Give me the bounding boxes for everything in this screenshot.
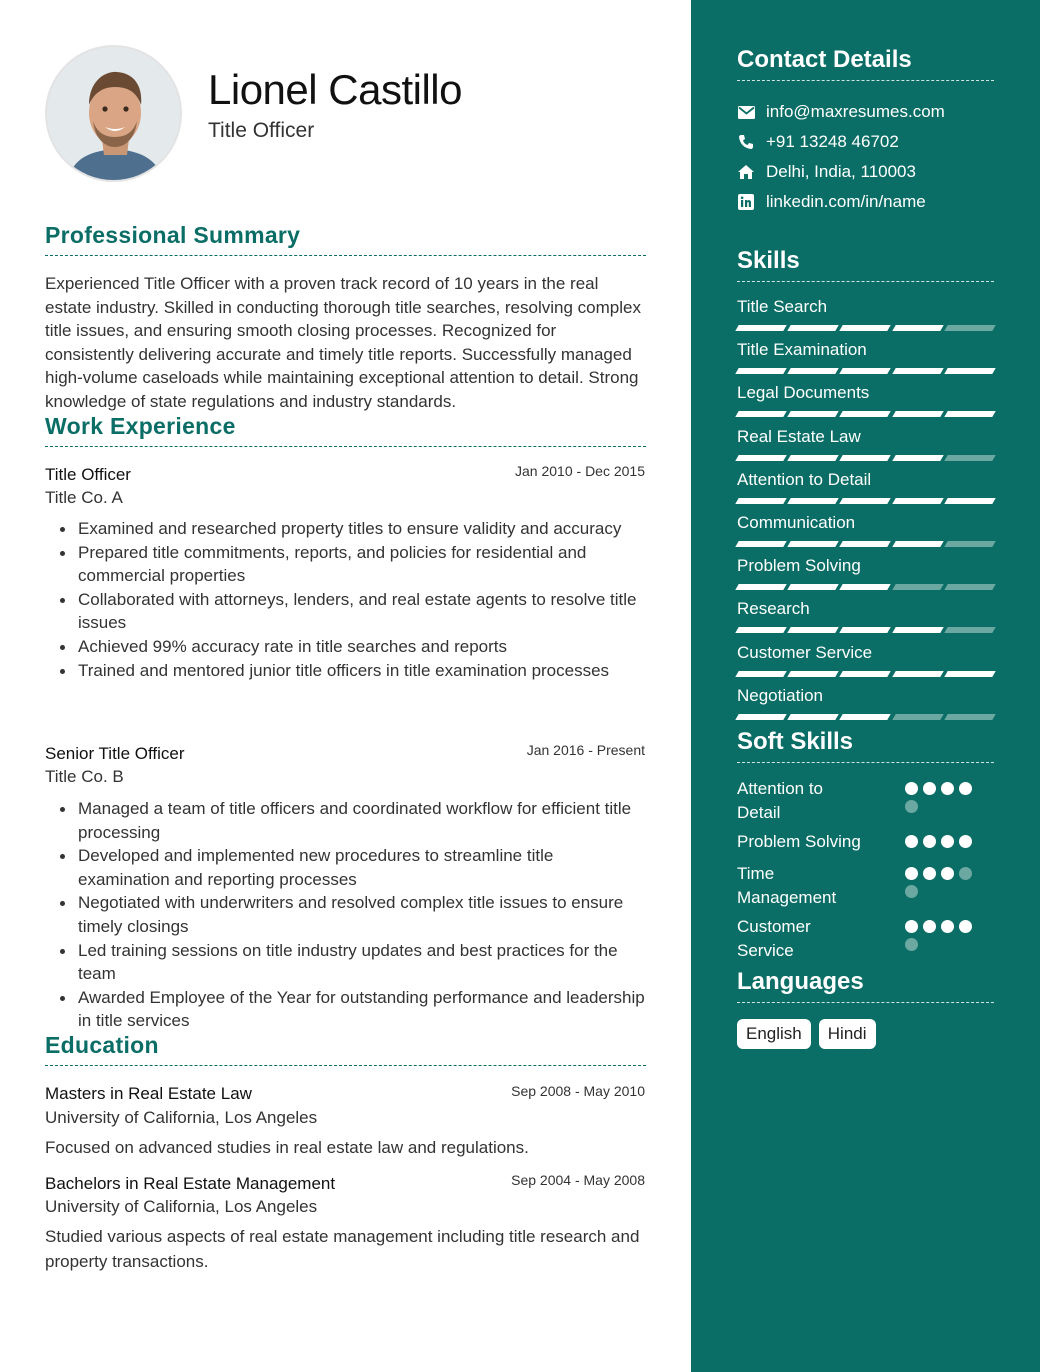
skill-level-segment: [735, 714, 787, 720]
degree-description: Studied various aspects of real estate management including title research and property transactions.: [45, 1227, 640, 1271]
job-bullet: Developed and implemented new procedures to streamline title examination and reporting processes: [45, 844, 645, 891]
skill-level-segment: [840, 671, 892, 677]
job-title: Title Officer: [45, 465, 131, 484]
skill-level-segment: [840, 455, 892, 461]
rating-dot: [923, 867, 936, 880]
job-bullet: Achieved 99% accuracy rate in title searches and reports: [45, 635, 645, 659]
degree-title: Bachelors in Real Estate Management: [45, 1174, 336, 1193]
envelope-icon: [737, 103, 755, 121]
job-bullet: Awarded Employee of the Year for outstanding performance and leadership in title services: [45, 986, 645, 1033]
skill-level-segment: [840, 714, 892, 720]
candidate-title: Title Officer: [208, 119, 315, 142]
degree-dates: Sep 2004 - May 2008: [511, 1172, 645, 1188]
skill-level-segment: [735, 627, 787, 633]
skill-level-bar: [737, 325, 994, 331]
skill-level-segment: [735, 325, 787, 331]
skill-level-bar: [737, 411, 994, 417]
rating-dot: [959, 867, 972, 880]
skill-level-segment: [944, 541, 996, 547]
contact-email[interactable]: [737, 100, 945, 124]
school-name: University of California, Los Angeles: [45, 1108, 318, 1127]
skill-level-segment: [944, 498, 996, 504]
candidate-name: Lionel Castillo: [208, 66, 462, 113]
skill-name: Attention to Detail: [737, 470, 872, 489]
language-tag: English: [737, 1019, 811, 1049]
soft-skill-rating: [905, 920, 979, 951]
skill-level-segment: [787, 498, 839, 504]
skill-level-segment: [892, 714, 944, 720]
soft-skill-rating: [905, 782, 979, 813]
job-dates: Jan 2016 - Present: [526, 742, 645, 758]
rating-dot: [905, 835, 918, 848]
skill-level-segment: [735, 584, 787, 590]
rating-dot: [941, 867, 954, 880]
summary-heading: Professional Summary: [45, 222, 646, 256]
skill-name: Title Examination: [737, 340, 867, 359]
soft-skill-rating: [905, 867, 979, 898]
rating-dot: [959, 920, 972, 933]
skill-level-segment: [944, 584, 996, 590]
skill-level-segment: [787, 541, 839, 547]
skill-level-bar: [737, 627, 994, 633]
job-company: Title Co. B: [45, 767, 124, 786]
rating-dot: [905, 885, 918, 898]
skill-level-bar: [737, 541, 994, 547]
skill-level-segment: [787, 325, 839, 331]
skill-level-segment: [944, 455, 996, 461]
contact-linkedin-text: linkedin.com/in/name: [766, 192, 926, 211]
skill-name: Real Estate Law: [737, 427, 861, 446]
skill-level-bar: [737, 584, 994, 590]
skill-level-segment: [735, 368, 787, 374]
rating-dot: [923, 782, 936, 795]
rating-dot: [923, 920, 936, 933]
skill-level-bar: [737, 714, 994, 720]
phone-icon: [737, 133, 755, 151]
skill-level-segment: [944, 325, 996, 331]
skill-level-segment: [944, 368, 996, 374]
rating-dot: [905, 867, 918, 880]
soft-skill-rating: [905, 835, 979, 848]
rating-dot: [905, 782, 918, 795]
soft-skill-name: Problem Solving: [737, 832, 861, 851]
job-bullet: Trained and mentored junior title officers in title examination processes: [45, 659, 645, 683]
skill-level-segment: [944, 714, 996, 720]
home-icon: [737, 163, 755, 181]
soft-skill-name: Customer Service: [737, 917, 811, 960]
education-heading: Education: [45, 1032, 646, 1066]
languages-heading: Languages: [737, 968, 994, 1003]
job-bullet: Prepared title commitments, reports, and policies for residential and commercial properties: [45, 541, 645, 588]
skill-level-segment: [944, 411, 996, 417]
rating-dot: [959, 835, 972, 848]
skill-level-segment: [787, 671, 839, 677]
skill-level-segment: [892, 455, 944, 461]
job-company: Title Co. A: [45, 488, 123, 507]
job-title: Senior Title Officer: [45, 744, 185, 763]
skill-name: Customer Service: [737, 643, 873, 662]
contact-linkedin[interactable]: [737, 190, 926, 214]
skill-name: Legal Documents: [737, 383, 870, 402]
skill-level-segment: [892, 411, 944, 417]
skill-name: Title Search: [737, 297, 828, 316]
skill-level-segment: [787, 411, 839, 417]
skill-level-segment: [892, 498, 944, 504]
language-tag: Hindi: [819, 1019, 876, 1049]
skill-name: Research: [737, 599, 810, 618]
skill-level-segment: [944, 671, 996, 677]
skill-level-segment: [892, 325, 944, 331]
soft-skill-name: Time Management: [737, 864, 837, 907]
job-bullet-list: [45, 797, 645, 1033]
job-bullet: Collaborated with attorneys, lenders, and real estate agents to resolve title issues: [45, 588, 645, 635]
linkedin-icon: [737, 193, 755, 211]
summary-text: Experienced Title Officer with a proven track record of 10 years in the real estate industry. Skilled in conducting thorough title searches, resolving complex title issues, and ensuring smooth closing processes. Recognized for consistently delivering accurate and timely title reports. Successfully managed high-volume caseloads while maintaining exceptional attention to detail. Strong knowledge of state regulations and industry standards.: [45, 274, 641, 411]
skill-level-segment: [787, 584, 839, 590]
skill-level-segment: [840, 368, 892, 374]
skill-level-segment: [787, 368, 839, 374]
skill-level-bar: [737, 498, 994, 504]
experience-heading: Work Experience: [45, 413, 646, 447]
skill-level-segment: [892, 368, 944, 374]
skill-level-segment: [840, 325, 892, 331]
skill-level-segment: [787, 627, 839, 633]
skill-level-segment: [840, 541, 892, 547]
job-dates: Jan 2010 - Dec 2015: [515, 463, 645, 479]
rating-dot: [941, 920, 954, 933]
skill-level-segment: [892, 541, 944, 547]
skills-heading: Skills: [737, 247, 994, 282]
job-bullet: Negotiated with underwriters and resolved complex title issues to ensure timely closings: [45, 891, 645, 938]
job-bullet: Managed a team of title officers and coordinated workflow for efficient title processing: [45, 797, 645, 844]
contact-address-text: Delhi, India, 110003: [766, 162, 916, 181]
rating-dot: [941, 782, 954, 795]
contact-heading: Contact Details: [737, 46, 994, 81]
skill-name: Communication: [737, 513, 856, 532]
skill-level-segment: [735, 671, 787, 677]
skill-level-segment: [840, 411, 892, 417]
rating-dot: [923, 835, 936, 848]
skill-level-segment: [840, 498, 892, 504]
skill-level-segment: [944, 627, 996, 633]
skill-level-bar: [737, 671, 994, 677]
degree-title: Masters in Real Estate Law: [45, 1084, 252, 1103]
contact-phone-text: +91 13248 46702: [766, 132, 899, 151]
skill-level-bar: [737, 368, 994, 374]
skill-level-segment: [735, 455, 787, 461]
rating-dot: [941, 835, 954, 848]
degree-dates: Sep 2008 - May 2010: [511, 1083, 645, 1099]
skill-level-bar: [737, 455, 994, 461]
degree-description: Focused on advanced studies in real estate law and regulations.: [45, 1138, 529, 1157]
skill-level-segment: [787, 455, 839, 461]
job-bullet: Examined and researched property titles to ensure validity and accuracy: [45, 517, 645, 541]
contact-address: [737, 160, 916, 184]
skill-level-segment: [892, 671, 944, 677]
skill-level-segment: [735, 498, 787, 504]
skill-name: Negotiation: [737, 686, 824, 705]
soft-skills-heading: Soft Skills: [737, 728, 994, 763]
language-list: [737, 1019, 876, 1049]
skill-level-segment: [735, 411, 787, 417]
skill-level-segment: [787, 714, 839, 720]
rating-dot: [959, 782, 972, 795]
job-bullet-list: [45, 517, 645, 682]
contact-email-text: info@maxresumes.com: [766, 102, 945, 121]
rating-dot: [905, 800, 918, 813]
avatar-portrait-icon: [47, 47, 182, 182]
skill-level-segment: [892, 627, 944, 633]
skill-level-segment: [735, 541, 787, 547]
profile-photo: [45, 45, 182, 182]
skill-name: Problem Solving: [737, 556, 861, 575]
school-name: University of California, Los Angeles: [45, 1197, 318, 1216]
rating-dot: [905, 920, 918, 933]
skill-level-segment: [892, 584, 944, 590]
skill-level-segment: [840, 627, 892, 633]
contact-phone[interactable]: [737, 130, 899, 154]
soft-skill-name: Attention to Detail: [737, 779, 824, 822]
rating-dot: [905, 938, 918, 951]
job-bullet: Led training sessions on title industry updates and best practices for the team: [45, 939, 645, 986]
skill-level-segment: [840, 584, 892, 590]
